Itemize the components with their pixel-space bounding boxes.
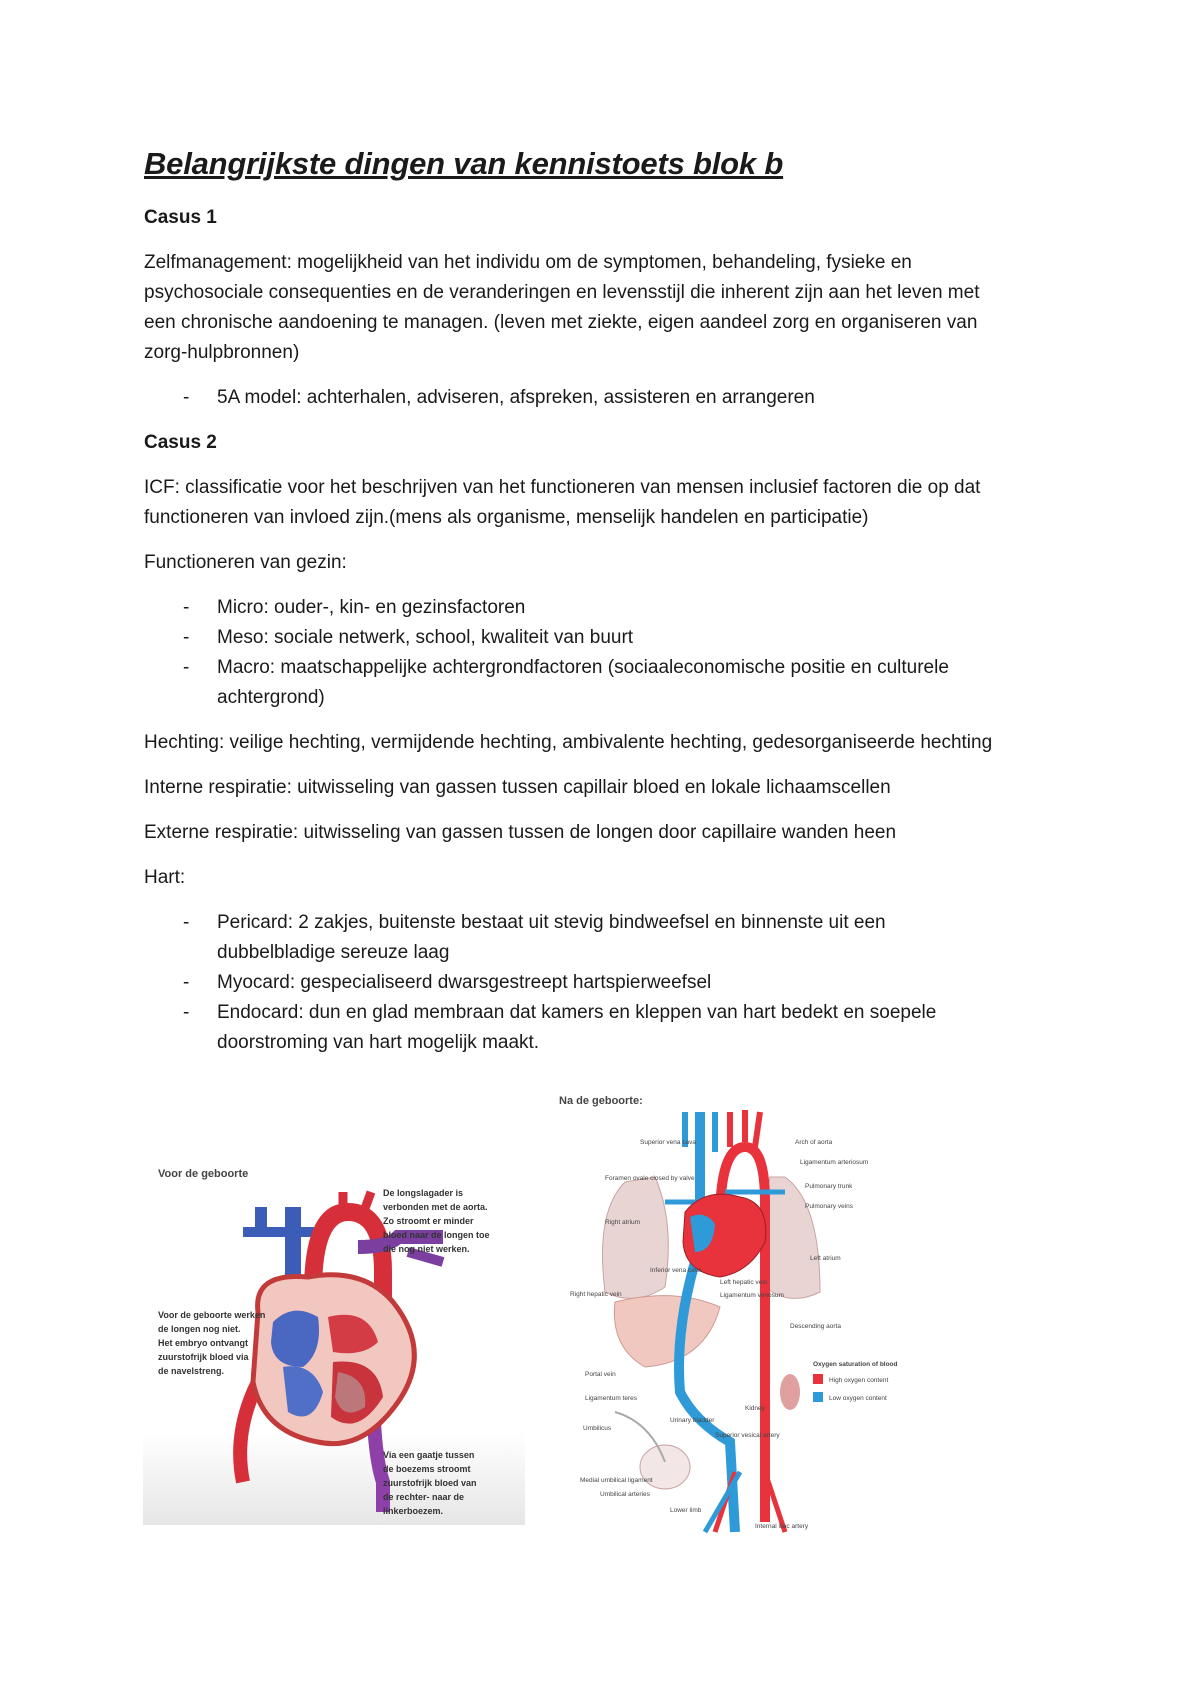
bullet-pericard-line-1: Pericard: 2 zakjes, buitenste bestaat uit stevig bindweefsel en binnenste uit een xyxy=(217,912,886,933)
note-left-line: Het embryo ontvangt xyxy=(158,1338,249,1348)
note-bottom-line: de boezems stroomt xyxy=(383,1464,471,1474)
externe-respiratie-line: Externe respiratie: uitwisseling van gassen tussen de longen door capillaire wanden heen xyxy=(144,822,897,843)
zelfmanagement-line-1: Zelfmanagement: mogelijkheid van het individu om de symptomen, behandeling, fysieke en xyxy=(144,252,912,273)
hechting-line: Hechting: veilige hechting, vermijdende hechting, ambivalente hechting, gedesorganiseerde hechting xyxy=(144,732,993,753)
gezin-heading: Functioneren van gezin: xyxy=(144,552,347,573)
label-right: Pulmonary veins xyxy=(805,1203,854,1210)
label-left: Right atrium xyxy=(605,1219,641,1226)
bullet-endocard-line-2: doorstroming van hart mogelijk maakt. xyxy=(217,1032,540,1053)
bullet-dash: - xyxy=(183,597,190,618)
bullet-myocard: Myocard: gespecialiseerd dwarsgestreept hartspierweefsel xyxy=(217,972,712,993)
bullet-dash: - xyxy=(183,627,190,648)
legend-swatch-low xyxy=(813,1392,823,1402)
legend-swatch-high xyxy=(813,1374,823,1384)
legend-label-low: Low oxygen content xyxy=(829,1395,887,1402)
note-top-line: verbonden met de aorta. xyxy=(383,1202,488,1212)
label-right: Ligamentum venosum xyxy=(720,1292,784,1299)
label-left: Ligamentum teres xyxy=(585,1395,638,1402)
label-right: Superior vesical artery xyxy=(715,1432,780,1439)
label-right: Left hepatic vein xyxy=(720,1279,768,1286)
interne-respiratie-line: Interne respiratie: uitwisseling van gassen tussen capillair bloed en lokale lichaamscellen xyxy=(144,777,891,798)
note-left-line: de navelstreng. xyxy=(158,1366,225,1376)
legend-title: Oxygen saturation of blood xyxy=(813,1361,898,1368)
note-top-line: bloed naar de longen toe xyxy=(383,1230,490,1240)
zelfmanagement-line-3: een chronische aandoening te managen. (leven met ziekte, eigen aandeel zorg en organiseren van xyxy=(144,312,978,333)
bullet-endocard-line-1: Endocard: dun en glad membraan dat kamers en kleppen van hart bedekt en soepele xyxy=(217,1002,937,1023)
casus2-heading: Casus 2 xyxy=(144,432,217,453)
label-right: Pulmonary trunk xyxy=(805,1183,853,1190)
label-left: Medial umbilical ligament xyxy=(580,1477,653,1484)
note-bottom-line: linkerboezem. xyxy=(383,1506,444,1516)
label-left: Inferior vena cava xyxy=(650,1267,702,1274)
icf-line-1: ICF: classificatie voor het beschrijven van het functioneren van mensen inclusief factoren die op dat xyxy=(144,477,981,498)
zelfmanagement-line-4: zorg-hulpbronnen) xyxy=(144,342,300,363)
label-right: Kidney xyxy=(745,1405,765,1412)
label-right: Ligamentum arteriosum xyxy=(800,1159,869,1166)
note-bottom-line: zuurstofrijk bloed van xyxy=(383,1478,477,1488)
bullet-micro: Micro: ouder-, kin- en gezinsfactoren xyxy=(217,597,526,618)
note-top-line: De longslagader is xyxy=(383,1188,464,1198)
label-right: Urinary bladder xyxy=(670,1417,715,1424)
note-top-line: Zo stroomt er minder xyxy=(383,1216,474,1226)
bullet-macro-line-2: achtergrond) xyxy=(217,687,325,708)
label-left: Umbilical arteries xyxy=(600,1491,650,1498)
note-bottom-line: de rechter- naar de xyxy=(383,1492,465,1502)
circulation-after-birth-figure xyxy=(555,1092,950,1534)
bullet-dash: - xyxy=(183,1002,190,1023)
label-left: Superior vena cava xyxy=(640,1139,697,1146)
label-right: Internal iliac artery xyxy=(755,1523,809,1530)
heart-before-birth-figure xyxy=(143,1152,525,1525)
bullet-5a-model: 5A model: achterhalen, adviseren, afspreken, assisteren en arrangeren xyxy=(217,387,815,408)
label-left: Portal vein xyxy=(585,1371,616,1378)
page-title: Belangrijkste dingen van kennistoets blok b xyxy=(144,146,784,181)
casus1-heading: Casus 1 xyxy=(144,207,217,228)
bullet-dash: - xyxy=(183,387,190,408)
figure-right-caption: Na de geboorte: xyxy=(559,1095,643,1107)
bullet-dash: - xyxy=(183,657,190,678)
label-left: Right hepatic vein xyxy=(570,1291,622,1298)
hart-heading: Hart: xyxy=(144,867,186,888)
note-top-line: die nog niet werken. xyxy=(383,1244,470,1254)
label-left: Foramen ovale closed by valve xyxy=(605,1175,695,1182)
label-right: Descending aorta xyxy=(790,1323,841,1330)
label-right: Lower limb xyxy=(670,1507,702,1514)
bullet-macro-line-1: Macro: maatschappelijke achtergrondfactoren (sociaaleconomische positie en culturele xyxy=(217,657,949,678)
kidney-shape xyxy=(780,1374,800,1410)
note-left-line: Voor de geboorte werken xyxy=(158,1310,266,1320)
zelfmanagement-line-2: psychosociale consequenties en de veranderingen en levensstijl die inherent zijn aan het leven met xyxy=(144,282,980,303)
bullet-dash: - xyxy=(183,972,190,993)
legend-label-high: High oxygen content xyxy=(829,1377,889,1384)
figure-left-caption: Voor de geboorte xyxy=(158,1168,249,1180)
bullet-dash: - xyxy=(183,912,190,933)
label-left: Umbilicus xyxy=(583,1425,612,1432)
label-right: Arch of aorta xyxy=(795,1139,833,1146)
note-bottom-line: Via een gaatje tussen xyxy=(383,1450,475,1460)
bullet-pericard-line-2: dubbelbladige sereuze laag xyxy=(217,942,450,963)
note-left-line: zuurstofrijk bloed via xyxy=(158,1352,249,1362)
bullet-meso: Meso: sociale netwerk, school, kwaliteit van buurt xyxy=(217,627,634,648)
note-left-line: de longen nog niet. xyxy=(158,1324,241,1334)
label-right: Left atrium xyxy=(810,1255,841,1262)
icf-line-2: functioneren van invloed zijn.(mens als organisme, menselijk handelen en participatie) xyxy=(144,507,869,528)
